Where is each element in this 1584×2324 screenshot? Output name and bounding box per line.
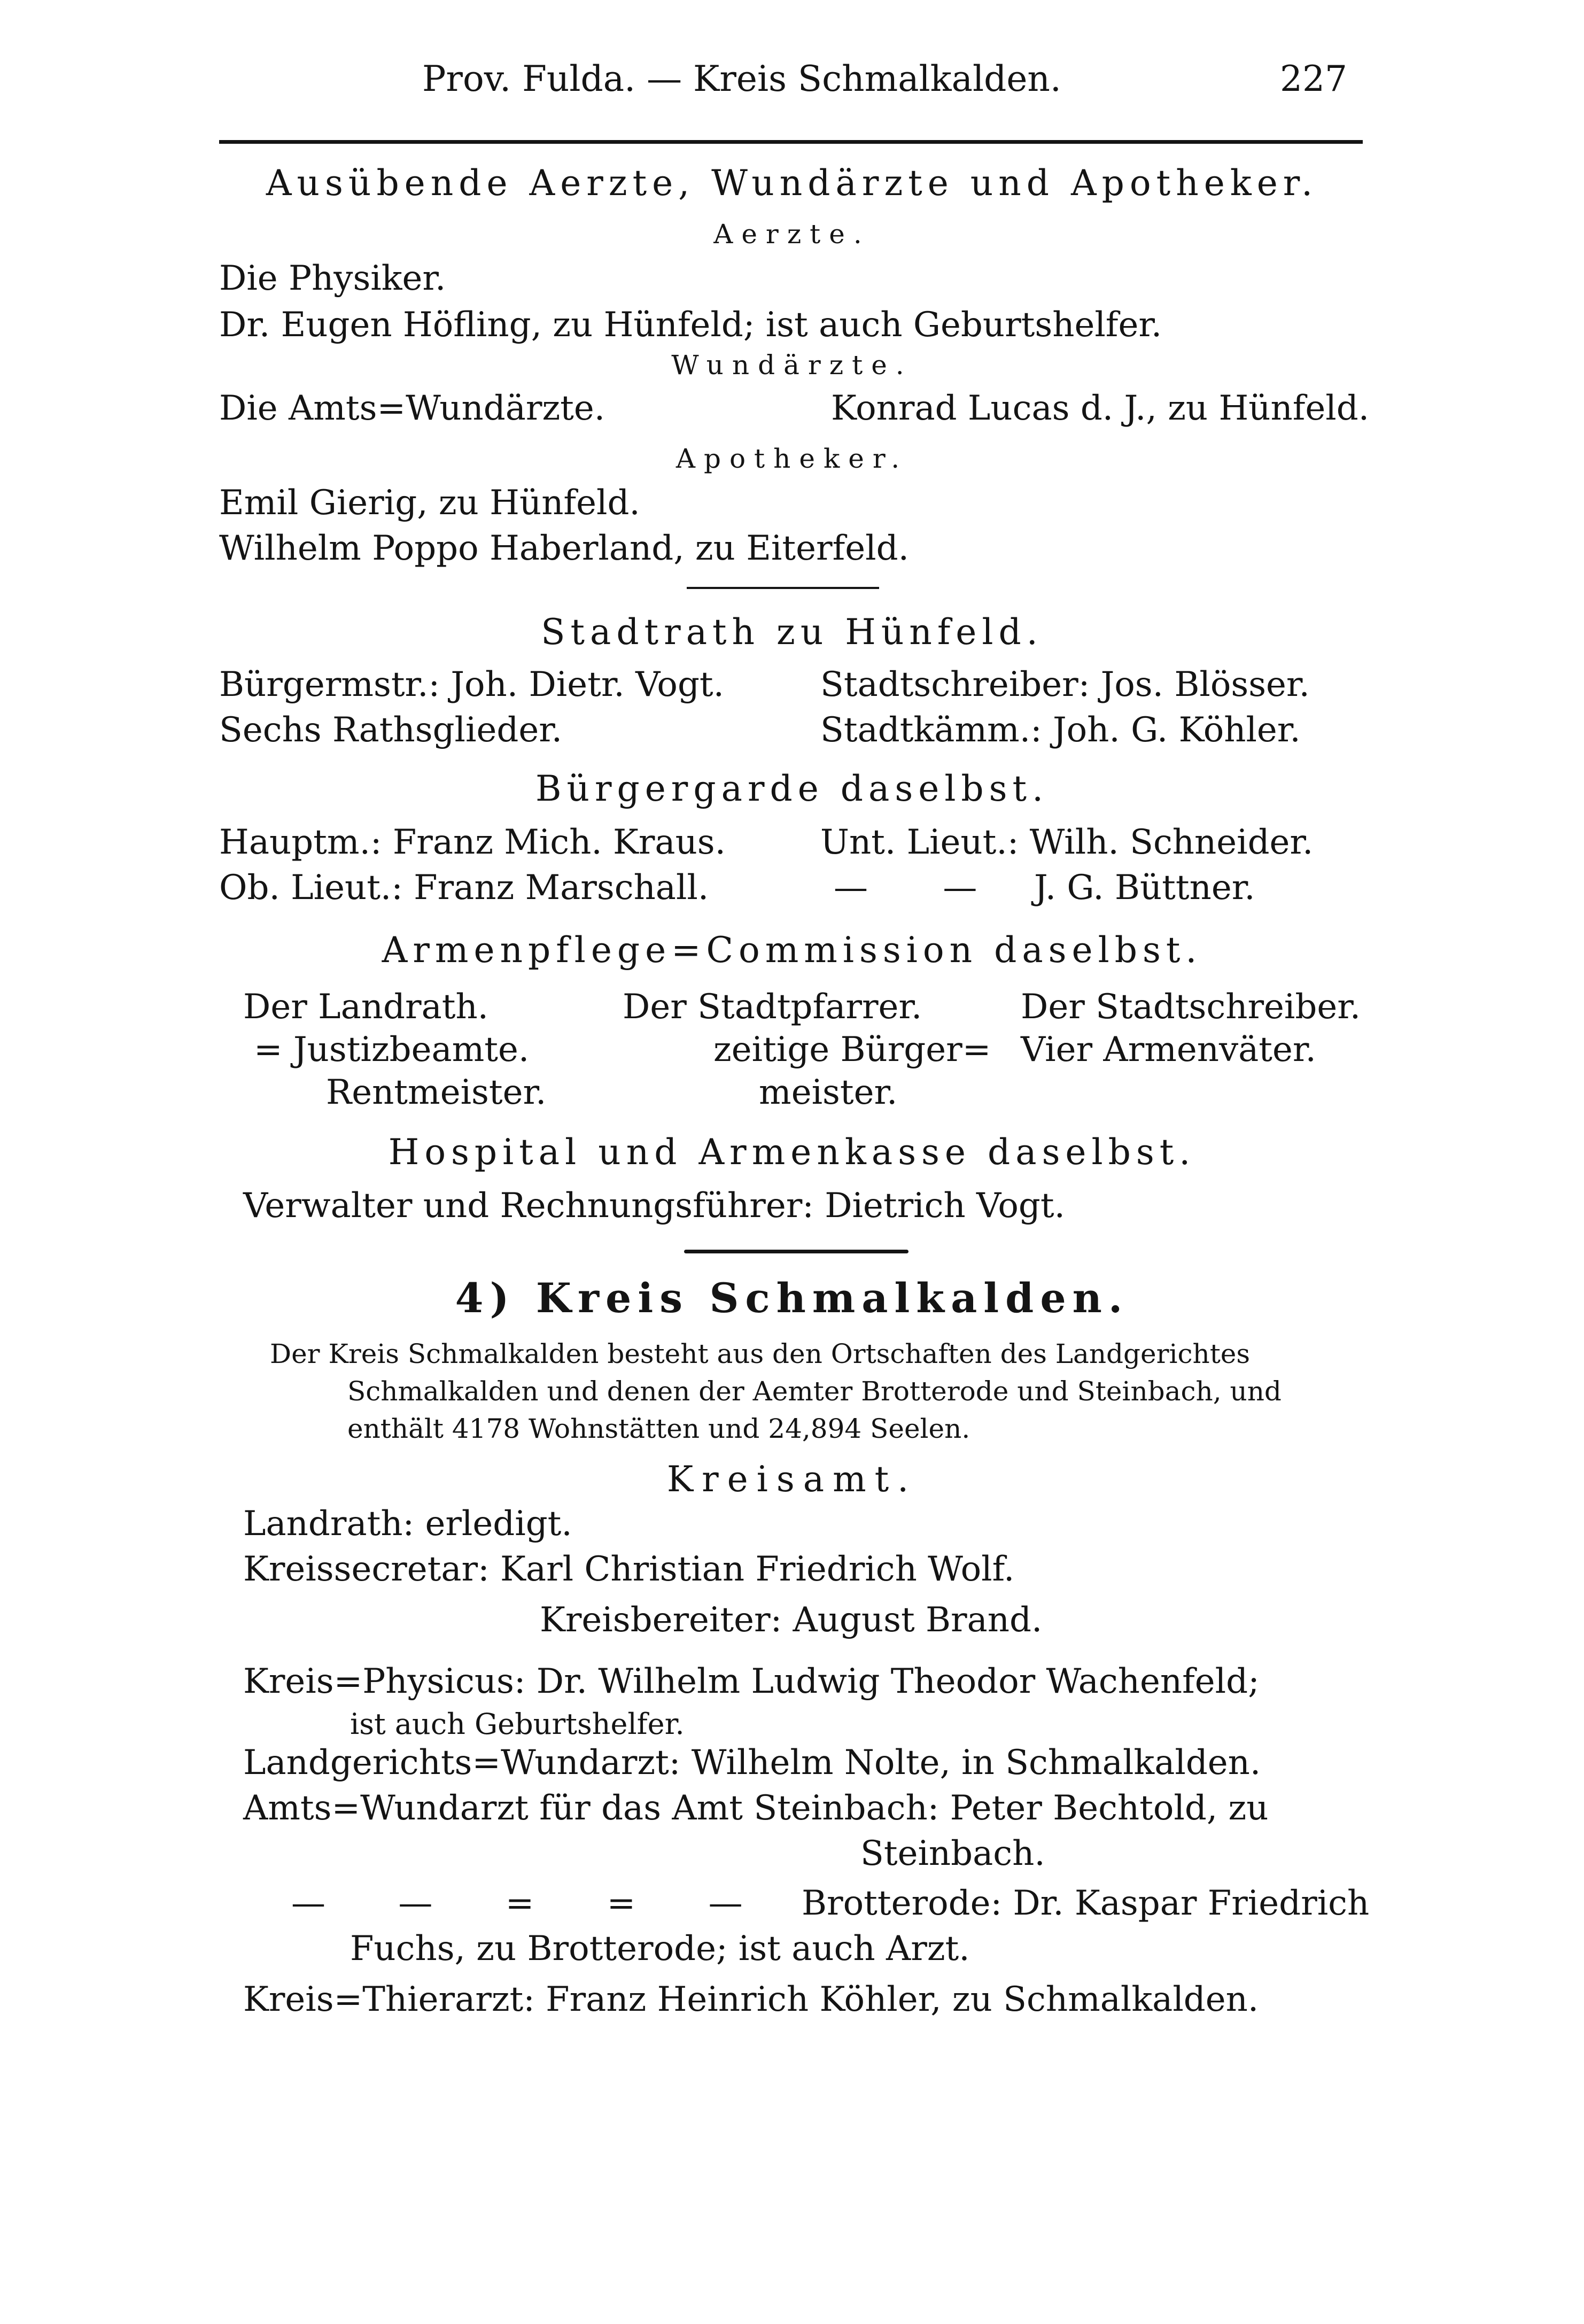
physicus-line2: ist auch Geburtshelfer. [350,1707,685,1741]
section-divider-heavy [684,1250,909,1253]
armenpflege-heading: Armenpflege=Commission daselbst. [382,929,1202,971]
aerzte-heading: Aerzte. [713,219,871,250]
running-title: Prov. Fulda. — Kreis Schmalkalden. [422,58,1061,99]
kreis-desc-line3: enthält 4178 Wohnstätten und 24,894 Seelen. [347,1413,970,1444]
buergergarde-heading: Bürgergarde daselbst. [535,768,1049,809]
rathsglieder: Sechs Rathsglieder. [219,710,563,750]
physicus-line1: Kreis=Physicus: Dr. Wilhelm Ludwig Theodor Wachenfeld; [243,1662,1260,1701]
brotterode-lead: — — = = — [291,1884,774,1923]
landgerichts-wundarzt: Landgerichts=Wundarzt: Wilhelm Nolte, in Schmalkalden. [243,1743,1261,1783]
lucas-entry: Konrad Lucas d. J., zu Hünfeld. [831,389,1370,428]
buettner: J. G. Büttner. [1034,868,1255,908]
armenpflege-col3-line1: Der Stadtschreiber. [1021,987,1361,1027]
apotheker-heading: Apotheker. [675,443,909,474]
page-number: 227 [1280,58,1347,99]
wundaerzte-heading: Wundärzte. [671,350,913,381]
ditto-dashes: — — [834,868,1010,908]
kreis-desc-line2: Schmalkalden und denen der Aemter Brotterode und Steinbach, und [347,1376,1282,1407]
hospital-heading: Hospital und Armenkasse daselbst. [388,1132,1196,1173]
kreis-desc-line1: Der Kreis Schmalkalden besteht aus den Ortschaften des Landgerichtes [270,1338,1251,1369]
landrath: Landrath: erledigt. [243,1504,572,1544]
armenpflege-col1-line2: = Justizbeamte. [254,1030,530,1070]
amts-wundarzt-line1: Amts=Wundarzt für das Amt Steinbach: Peter Bechtold, zu [243,1788,1269,1828]
kreis-thierarzt: Kreis=Thierarzt: Franz Heinrich Köhler, zu Schmalkalden. [243,1980,1259,2019]
buergermeister: Bürgermstr.: Joh. Dietr. Vogt. [219,665,724,704]
armenpflege-col1-line3: Rentmeister. [326,1073,547,1112]
kreisbereiter: Kreisbereiter: August Brand. [540,1600,1043,1640]
oberlieutenant: Ob. Lieut.: Franz Marschall. [219,868,709,908]
practitioners-heading: Ausübende Aerzte, Wundärzte und Apotheker. [266,162,1318,204]
armenpflege-col1-line1: Der Landrath. [243,987,488,1027]
brotterode-line1: Brotterode: Dr. Kaspar Friedrich [802,1884,1370,1923]
armenpflege-col2-line3: meister. [759,1073,898,1112]
stadtschreiber: Stadtschreiber: Jos. Blösser. [820,665,1310,704]
section-divider [687,587,879,589]
kreis-heading: 4) Kreis Schmalkalden. [455,1274,1129,1322]
brotterode-line2: Fuchs, zu Brotterode; ist auch Arzt. [350,1929,970,1969]
gierig-entry: Emil Gierig, zu Hünfeld. [219,483,640,523]
amtswundaerzte-label: Die Amts=Wundärzte. [219,389,605,428]
kreisamt-heading: Kreisamt. [666,1459,918,1500]
physiker-label: Die Physiker. [219,259,446,298]
armenpflege-col3-line2: Vier Armenväter. [1021,1030,1316,1070]
kreissecretar: Kreissecretar: Karl Christian Friedrich Wolf. [243,1550,1015,1589]
armenpflege-col2-line1: Der Stadtpfarrer. [623,987,922,1027]
stadtkaemmerer: Stadtkämm.: Joh. G. Köhler. [820,710,1301,750]
stadtrath-heading: Stadtrath zu Hünfeld. [541,611,1043,653]
haberland-entry: Wilhelm Poppo Haberland, zu Eiterfeld. [219,529,909,568]
hauptmann: Hauptm.: Franz Mich. Kraus. [219,823,726,862]
hoefling-entry: Dr. Eugen Höfling, zu Hünfeld; ist auch Geburtshelfer. [219,305,1162,345]
amts-wundarzt-line2: Steinbach. [860,1834,1045,1873]
armenpflege-col2-line2: zeitige Bürger= [713,1030,991,1070]
header-rule [219,140,1363,144]
unterlieutenant: Unt. Lieut.: Wilh. Schneider. [820,823,1314,862]
verwalter-entry: Verwalter und Rechnungsführer: Dietrich Vogt. [243,1186,1065,1226]
